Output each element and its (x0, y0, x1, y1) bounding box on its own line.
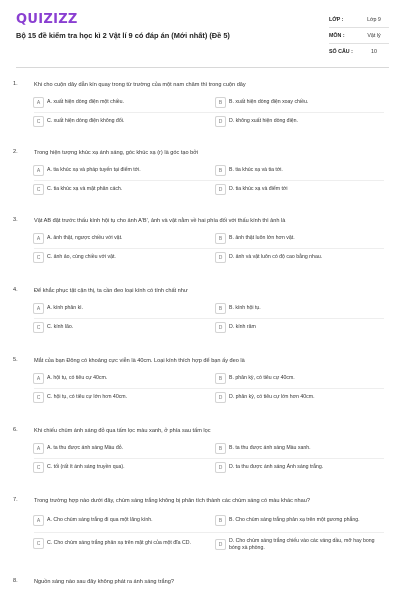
option-text: B. Cho chùm sáng trắng phản xạ trên một gương phẳng. (229, 517, 360, 524)
meta-row-class (329, 12, 389, 28)
question-text: Nguồn sáng nào sau đây không phát ra ánh sáng trắng? (34, 579, 174, 585)
option-text: C. hội tụ, có tiêu cự lớn hơn 40cm. (47, 394, 128, 401)
option-b[interactable] (215, 233, 385, 244)
option-a[interactable] (33, 373, 203, 384)
question-text: Mắt của bạn Đông có khoảng cực viễn là 40cm. Loại kính thích hợp để bạn ấy đeo là (34, 358, 245, 364)
option-letter-badge: B (215, 303, 226, 314)
option-letter-badge: D (215, 116, 226, 127)
option-text: A. hội tụ, có tiêu cự 40cm. (47, 375, 108, 382)
option-text: B. tia khúc xạ và tia tới. (229, 167, 283, 174)
option-letter-badge: B (215, 515, 226, 526)
option-divider (34, 458, 384, 459)
option-a[interactable] (33, 233, 203, 244)
option-d[interactable] (215, 322, 385, 333)
option-letter-badge: B (215, 373, 226, 384)
option-text: B. kính hội tụ. (229, 305, 261, 312)
option-divider (34, 112, 384, 113)
question-number: 6. (13, 427, 18, 433)
option-c[interactable] (33, 116, 203, 127)
meta-value: 10 (371, 49, 377, 55)
option-divider (34, 248, 384, 249)
option-d[interactable] (215, 184, 385, 195)
option-letter-badge: D (215, 462, 226, 473)
option-text: D. không xuất hiện dòng điện. (229, 118, 298, 125)
option-b[interactable] (215, 373, 385, 384)
option-b[interactable] (215, 443, 385, 454)
meta-label: LỚP : (329, 16, 344, 23)
option-letter-badge: D (215, 252, 226, 263)
option-d[interactable] (215, 392, 385, 403)
option-letter-badge: A (33, 443, 44, 454)
question-text: Để khắc phục tật cận thị, ta cần đeo loại kính có tính chất như (34, 288, 188, 294)
option-text: D. ảnh và vật luôn có độ cao bằng nhau. (229, 254, 323, 261)
meta-row-count (329, 44, 389, 60)
meta-label: MÔN : (329, 32, 345, 39)
option-a[interactable] (33, 443, 203, 454)
option-text: C. xuất hiện dòng điện không đổi. (47, 118, 125, 125)
option-letter-badge: D (215, 392, 226, 403)
option-a[interactable] (33, 165, 203, 176)
question-text: Khi chiếu chùm ánh sáng đỏ qua tấm lọc màu xanh, ở phía sau tấm lọc (34, 428, 211, 434)
question-number: 3. (13, 217, 18, 223)
option-text: B. ta thu được ánh sáng Màu xanh. (229, 445, 311, 452)
option-letter-badge: A (33, 233, 44, 244)
option-letter-badge: A (33, 373, 44, 384)
option-letter-badge: C (33, 538, 44, 549)
option-a[interactable] (33, 515, 203, 526)
option-letter-badge: C (33, 462, 44, 473)
option-letter-badge: C (33, 116, 44, 127)
option-b[interactable] (215, 303, 385, 314)
option-letter-badge: C (33, 322, 44, 333)
option-text: A. ảnh thật, ngược chiều với vật. (47, 235, 123, 242)
option-letter-badge: C (33, 392, 44, 403)
option-c[interactable] (33, 462, 203, 473)
option-text: B. ảnh thật luôn lớn hơn vật. (229, 235, 295, 242)
option-text: A. ta thu được ánh sáng Màu đỏ. (47, 445, 124, 452)
question-number: 8. (13, 578, 18, 584)
option-text: D. tia khúc xạ và điểm tới (229, 186, 288, 193)
option-letter-badge: C (33, 184, 44, 195)
option-text: A. tia khúc xạ và pháp tuyến tại điểm tới. (47, 167, 141, 174)
option-text: D. ta thu được ánh sáng Ánh sáng trắng. (229, 464, 324, 471)
option-divider (34, 180, 384, 181)
option-text: D. Cho chùm sáng trắng chiếu vào các váng dầu, mỡ hay bong bóng xà phòng. (229, 538, 375, 551)
option-letter-badge: A (33, 303, 44, 314)
option-d[interactable] (215, 252, 385, 263)
question-text: Vật AB đặt trước thấu kính hội tụ cho ảnh A'B', ảnh và vật nằm về hai phía đối với thấu kính thì ảnh là (34, 218, 286, 224)
option-letter-badge: A (33, 97, 44, 108)
option-d[interactable] (215, 462, 385, 473)
option-text: C. kính lão. (47, 324, 74, 331)
worksheet-title: Bộ 15 đề kiểm tra học kì 2 Vật lí 9 có đáp án (Mới nhất) (Đề 5) (16, 31, 230, 40)
question-number: 1. (13, 81, 18, 87)
worksheet-header (0, 0, 400, 72)
option-letter-badge: B (215, 165, 226, 176)
option-letter-badge: A (33, 165, 44, 176)
header-divider (16, 67, 389, 68)
option-text: C. ảnh ảo, cùng chiều với vật. (47, 254, 116, 261)
question-text: Trong trường hợp nào dưới đây, chùm sáng trắng không bị phân tích thành các chùm sáng có màu khác nhau? (34, 498, 310, 504)
option-a[interactable] (33, 97, 203, 108)
option-letter-badge: D (215, 184, 226, 195)
option-letter-badge: B (215, 443, 226, 454)
option-letter-badge: C (33, 252, 44, 263)
option-letter-badge: B (215, 233, 226, 244)
option-text: A. Cho chùm sáng trắng đi qua một lăng kính. (47, 517, 153, 524)
meta-value: Vật lý (367, 32, 381, 39)
question-text: Khi cho cuộn dây dẫn kín quay trong từ trường của một nam châm thì trong cuộn dây (34, 82, 246, 88)
option-b[interactable] (215, 165, 385, 176)
option-c[interactable] (33, 252, 203, 263)
option-b[interactable] (215, 515, 385, 526)
question-text: Trong hiện tượng khúc xạ ánh sáng, góc khúc xạ (r) là góc tạo bởi (34, 150, 199, 156)
option-b[interactable] (215, 97, 385, 108)
option-text: A. xuất hiện dòng điện một chiều. (47, 99, 124, 106)
meta-row-subject (329, 28, 389, 44)
option-text: C. tia khúc xạ và mặt phân cách. (47, 186, 123, 193)
option-text: D. phân kỳ, có tiêu cự lớn hơn 40cm. (229, 394, 315, 401)
option-c[interactable] (33, 392, 203, 403)
option-divider (34, 388, 384, 389)
question-number: 7. (13, 497, 18, 503)
option-c[interactable] (33, 184, 203, 195)
option-a[interactable] (33, 303, 203, 314)
worksheet-meta (329, 12, 389, 60)
question-number: 2. (13, 149, 18, 155)
question-number: 4. (13, 287, 18, 293)
question-number: 5. (13, 357, 18, 363)
option-letter-badge: B (215, 97, 226, 108)
option-text: A. kính phân kì. (47, 305, 84, 312)
meta-value: Lớp 9 (367, 16, 381, 23)
option-c[interactable] (33, 322, 203, 333)
option-divider (34, 318, 384, 319)
option-text: B. phân kỳ, có tiêu cự 40cm. (229, 375, 295, 382)
option-divider (34, 532, 384, 533)
option-d[interactable] (215, 116, 385, 127)
option-text: B. xuất hiện dòng điện xoay chiều. (229, 99, 309, 106)
option-text: C. Cho chùm sáng trắng phản xạ trên mặt ghi của một đĩa CD. (47, 540, 191, 547)
option-d[interactable] (215, 538, 385, 551)
option-text: C. tối (rất ít ánh sáng truyền qua). (47, 464, 125, 471)
option-letter-badge: D (215, 322, 226, 333)
option-c[interactable] (33, 538, 203, 549)
meta-label: SỐ CÂU : (329, 49, 353, 55)
option-letter-badge: A (33, 515, 44, 526)
quizizz-logo: QUIZIZZ (16, 12, 78, 27)
option-letter-badge: D (215, 539, 226, 550)
option-text: D. kính râm (229, 324, 256, 331)
